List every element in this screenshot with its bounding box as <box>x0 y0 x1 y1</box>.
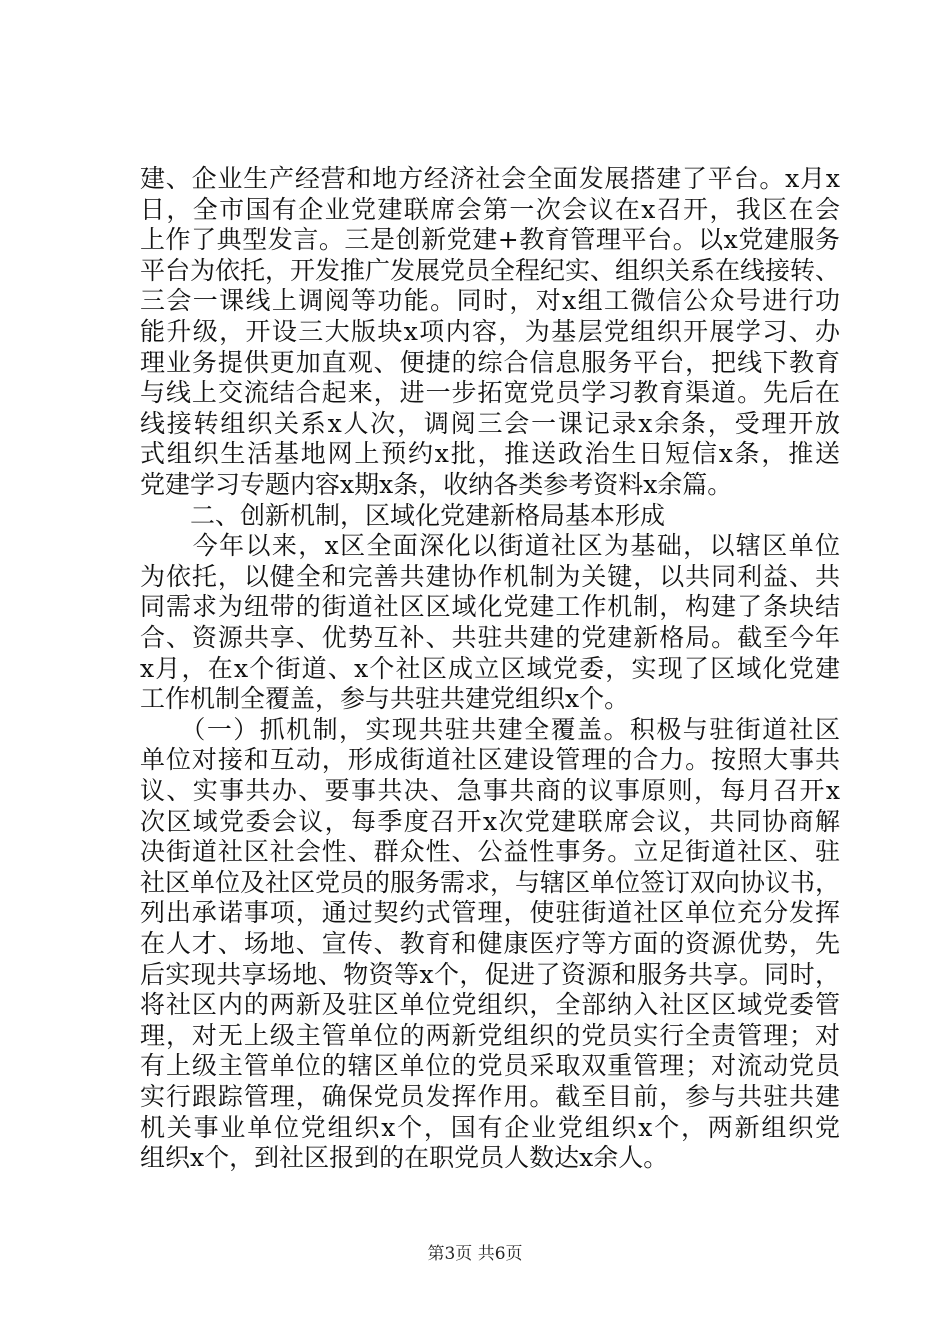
body-text-line: 实行跟踪管理，确保党员发挥作用。截至目前，参与共驻共建 <box>140 1082 840 1111</box>
body-text-line: 合、资源共享、优势互补、共驻共建的党建新格局。截至今年 <box>140 623 840 652</box>
body-text-line: 社区单位及社区党员的服务需求，与辖区单位签订双向协议书， <box>140 867 841 897</box>
body-text-line: 式组织生活基地网上预约x批，推送政治生日短信x条，推送 <box>140 439 840 469</box>
body-text-line: 工作机制全覆盖，参与共驻共建党组织x个。 <box>140 684 630 714</box>
body-text-line: 决街道社区社会性、群众性、公益性事务。立足街道社区、驻 <box>140 837 840 867</box>
body-text-line: 线接转组织关系x人次，调阅三会一课记录x余条，受理开放 <box>140 408 840 438</box>
body-text-line: 理，对无上级主管单位的两新党组织的党员实行全责管理；对 <box>140 1020 840 1050</box>
body-text-line: 在人才、场地、宣传、教育和健康医疗等方面的资源优势，先 <box>140 929 840 958</box>
body-text-line: 能升级，开设三大版块x项内容，为基层党组织开展学习、办 <box>140 317 840 346</box>
body-text-line: 三会一课线上调阅等功能。同时，对x组工微信公众号进行功 <box>140 286 840 316</box>
body-text-line: x月，在x个街道、x个社区成立区域党委，实现了区域化党建 <box>140 653 840 683</box>
body-text-line: 有上级主管单位的辖区单位的党员采取双重管理；对流动党员 <box>140 1051 840 1081</box>
body-text-line: 单位对接和互动，形成街道社区建设管理的合力。按照大事共 <box>140 745 840 775</box>
body-text-line: 党建学习专题内容x期x条，收纳各类参考资料x余篇。 <box>140 470 733 499</box>
subsection-first-line: （一）抓机制，实现共驻共建全覆盖。积极与驻街道社区 <box>140 714 840 744</box>
body-text-line: 机关事业单位党组织x个，国有企业党组织x个，两新组织党 <box>140 1112 840 1142</box>
body-text-line: 次区域党委会议，每季度召开x次党建联席会议，共同协商解 <box>140 806 840 836</box>
body-text-line: 上作了典型发言。三是创新党建+教育管理平台。以x党建服务 <box>140 225 840 255</box>
body-text-line: 为依托，以健全和完善共建协作机制为关键，以共同利益、共 <box>140 561 840 591</box>
body-text-line: 建、企业生产经营和地方经济社会全面发展搭建了平台。x月x <box>140 164 840 193</box>
body-text-line: 同需求为纽带的街道社区区域化党建工作机制，构建了条块结 <box>140 592 840 622</box>
section-heading: 二、创新机制，区域化党建新格局基本形成 <box>140 500 666 530</box>
page-footer: 第3页 共6页 <box>427 1244 523 1264</box>
body-text-line: 理业务提供更加直观、便捷的综合信息服务平台，把线下教育 <box>140 347 840 377</box>
body-text-line: 议、实事共办、要事共决、急事共商的议事原则，每月召开x <box>140 776 840 805</box>
body-text-line: 与线上交流结合起来，进一步拓宽党员学习教育渠道。先后在 <box>140 378 840 408</box>
body-text-line: 列出承诺事项，通过契约式管理，使驻街道社区单位充分发挥 <box>140 898 840 928</box>
body-text-line: 组织x个，到社区报到的在职党员人数达x余人。 <box>140 1143 669 1173</box>
body-text-line: 将社区内的两新及驻区单位党组织，全部纳入社区区域党委管 <box>140 990 840 1020</box>
body-text-line: 平台为依托，开发推广发展党员全程纪实、组织关系在线接转、 <box>140 255 841 285</box>
body-text-line: 日，全市国有企业党建联席会第一次会议在x召开，我区在会 <box>140 194 840 224</box>
body-text-line: 今年以来，x区全面深化以街道社区为基础，以辖区单位 <box>140 531 840 561</box>
body-text-line: 后实现共享场地、物资等x个，促进了资源和服务共享。同时， <box>140 959 840 989</box>
